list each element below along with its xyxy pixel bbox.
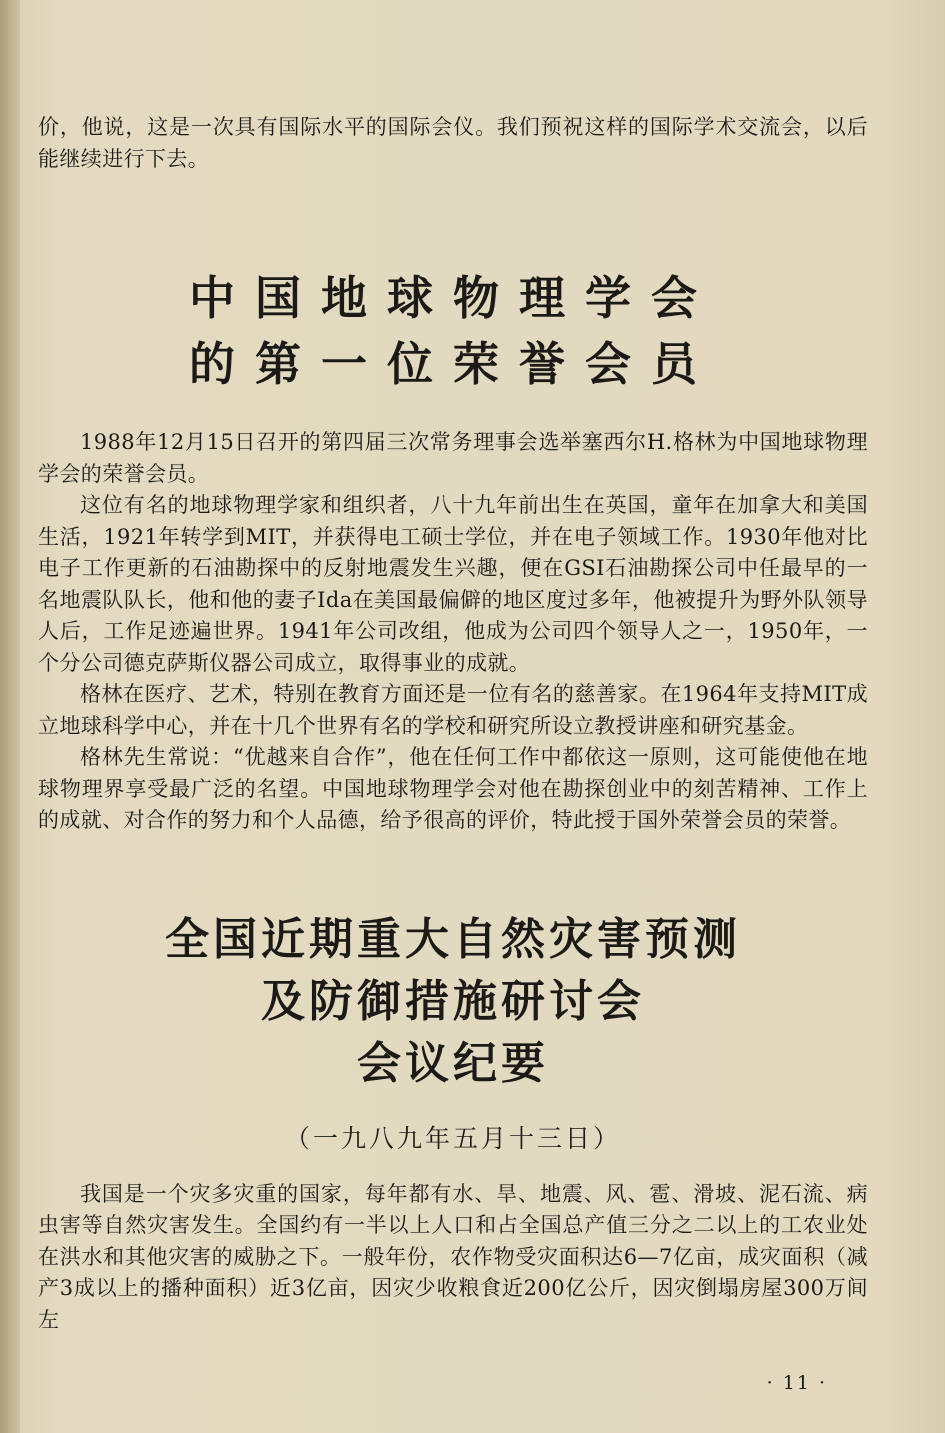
- article1-title-line1: 中国地球物理学会: [189, 271, 717, 325]
- article1-paragraph: 格林在医疗、艺术，特别在教育方面还是一位有名的慈善家。在1964年支持MIT成立地球科学中心，并在十几个世界有名的学校和研究所设立教授讲座和研究基金。: [38, 682, 868, 738]
- article1-title-line2: 的第一位荣誉会员: [189, 337, 717, 391]
- article2-title-line3: 会议纪要: [357, 1037, 549, 1089]
- article2-title-line1: 全国近期重大自然灾害预测: [165, 913, 741, 965]
- page-number: · 11 ·: [766, 1372, 827, 1394]
- continuation-paragraph: 价，他说，这是一次具有国际水平的国际会仪。我们预祝这样的国际学术交流会，以后能继续进行下去。: [38, 115, 868, 171]
- article2-title-line2: 及防御措施研讨会: [261, 975, 645, 1027]
- book-spine-shadow: [0, 0, 20, 1433]
- article1-paragraph: 这位有名的地球物理学家和组织者，八十九年前出生在英国，童年在加拿大和美国生活，1921年转学到MIT，并获得电工硕士学位，并在电子领域工作。1930年他对比电子工作更新的石油勘探中的反射地震发生兴趣，便在GSI石油勘探公司中任最早的一名地震队队长，他和他的妻子Ida在美国最偏僻的地区度过多年，他被提升为野外队领导人后，工作足迹遍世界。1941年公司改组，他成为公司四个领导人之一，1950年，一个分公司德克萨斯仪器公司成立，取得事业的成就。: [38, 493, 868, 675]
- article1-paragraph: 格林先生常说：“优越来自合作”，他在任何工作中都依这一原则，这可能使他在地球物理界享受最广泛的名望。中国地球物理学会对他在勘探创业中的刻苦精神、工作上的成就、对合作的努力和个人品德，给予很高的评价，特此授于国外荣誉会员的荣誉。: [38, 745, 868, 832]
- article2-date: （一九八九年五月十三日）: [284, 1123, 621, 1153]
- article2-paragraph: 我国是一个灾多灾重的国家，每年都有水、旱、地震、风、雹、滑坡、泥石流、病虫害等自然灾害发生。全国约有一半以上人口和占全国总产值三分之二以上的工农业处在洪水和其他灾害的威胁之下。一般年份，农作物受灾面积达6—7亿亩，成灾面积（减产3成以上的播种面积）近3亿亩，因灾少收粮食近200亿公斤，因灾倒塌房屋300万间左: [38, 1181, 868, 1332]
- article1-paragraph: 1988年12月15日召开的第四届三次常务理事会选举塞西尔H.格林为中国地球物理学会的荣誉会员。: [38, 430, 868, 486]
- page-content: [38, 112, 868, 1336]
